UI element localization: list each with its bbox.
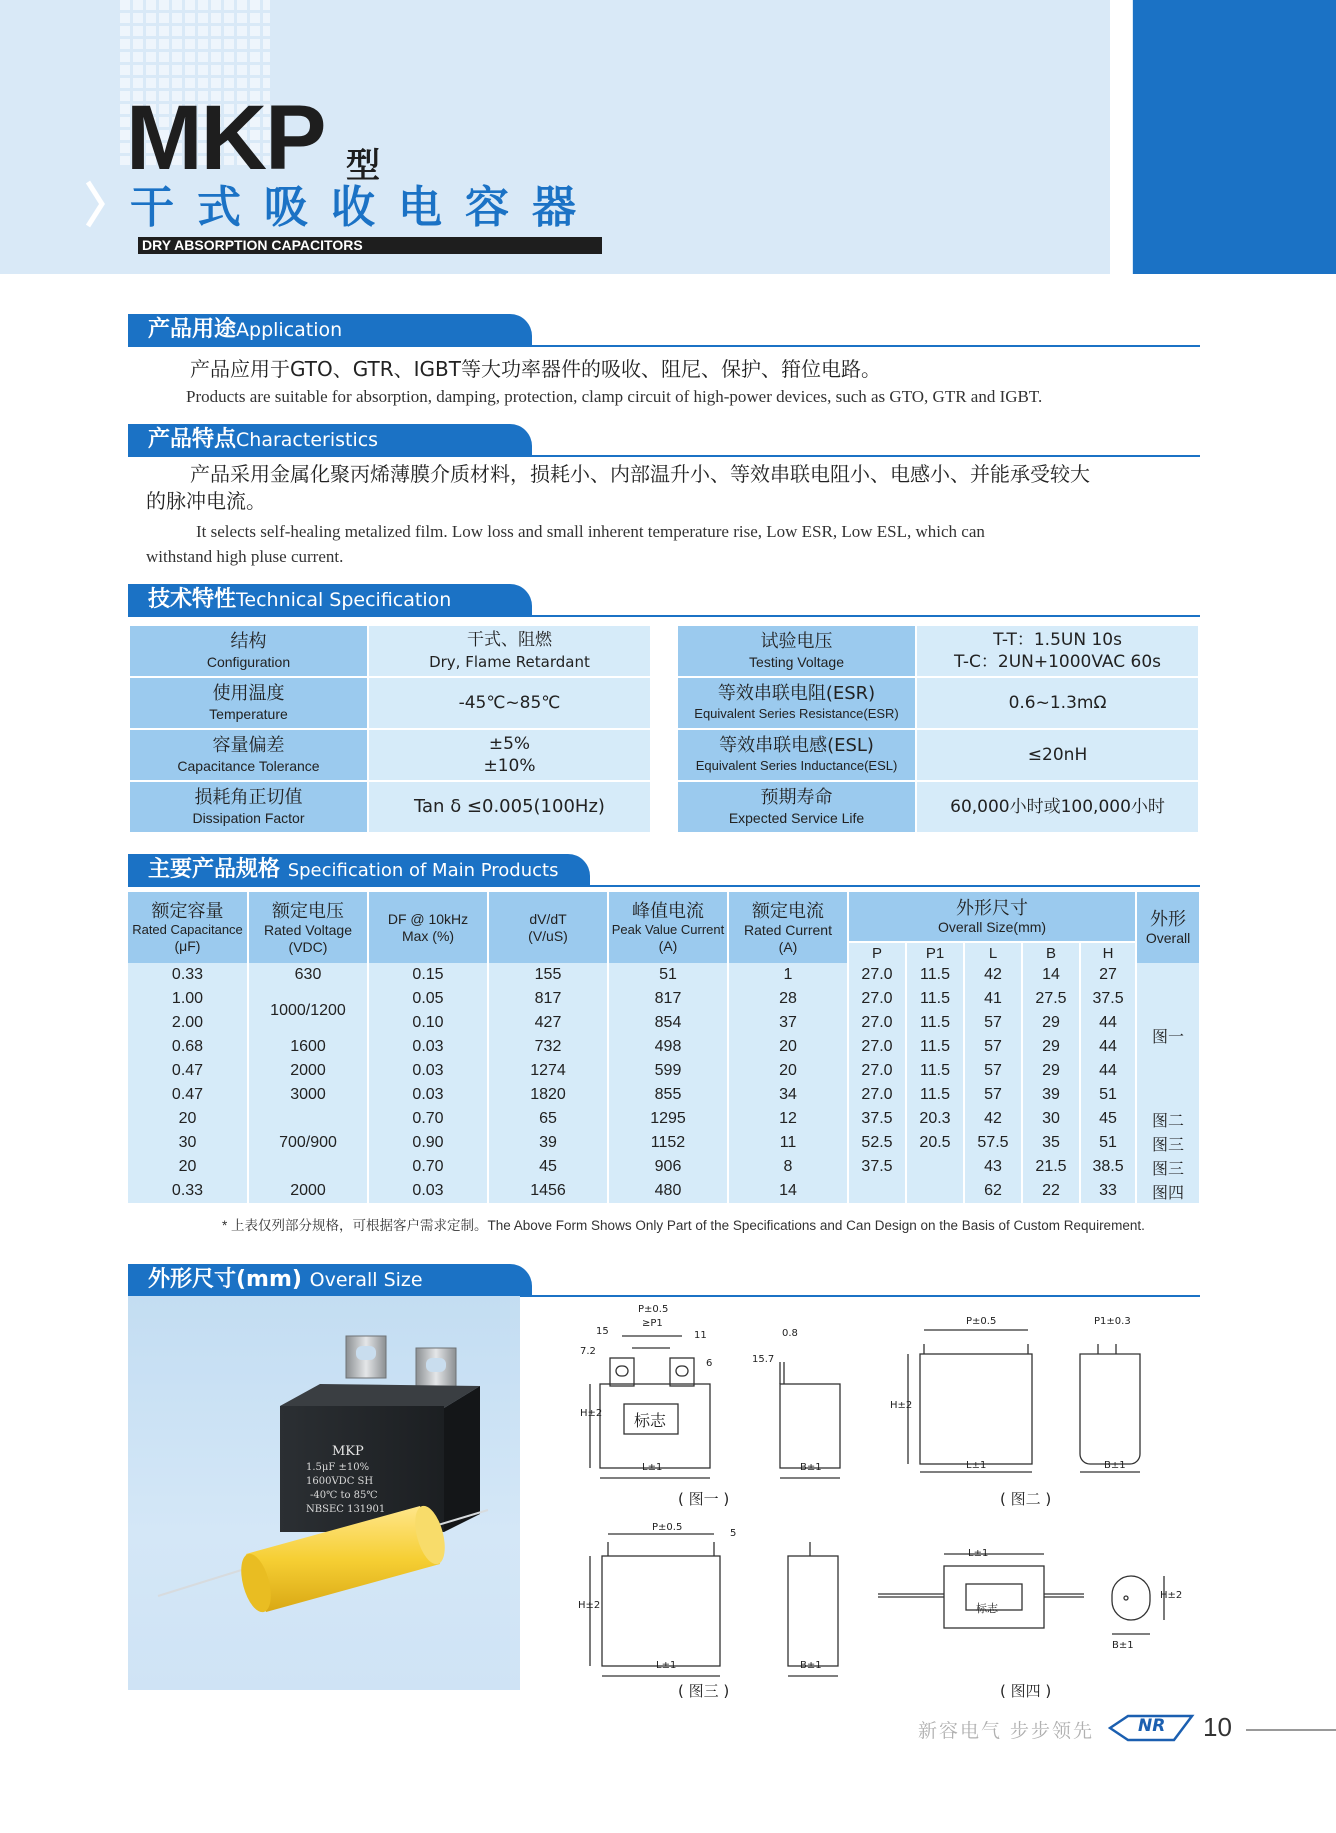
- dim-15: 15: [596, 1326, 609, 1337]
- section-rule: [128, 345, 1200, 347]
- heading-cn: 产品用途: [148, 317, 237, 342]
- cell-size-p1: 11.5: [906, 987, 964, 1011]
- dim-11: 11: [694, 1330, 707, 1341]
- spec-row: [129, 729, 651, 781]
- mark-label-fig4: 标志: [976, 1602, 998, 1615]
- cell-size-b: 35: [1022, 1131, 1080, 1155]
- cell-size-b: 30: [1022, 1107, 1080, 1131]
- cell-df: 0.70: [368, 1107, 488, 1131]
- cell-size-b: 29: [1022, 1059, 1080, 1083]
- table-note: * 上表仅列部分规格，可根据客户需求定制。The Above Form Shows Only Part of the Specifications and Can Design on the Basis of Custom Requirement.: [222, 1218, 1145, 1233]
- cell-peak-current: 1295: [608, 1107, 728, 1131]
- heading-cn: 产品特点: [148, 427, 237, 452]
- spec-row: [677, 677, 1199, 729]
- dim-h: H±2: [580, 1408, 603, 1419]
- table-row: [128, 1035, 1200, 1059]
- cell-size-p: 27.0: [848, 1083, 906, 1107]
- cell-size-h: 51: [1080, 1083, 1136, 1107]
- dim-h-fig3: H±2: [578, 1600, 601, 1611]
- figure-3-caption: ( 图三 ): [678, 1682, 730, 1700]
- cell-size-p: 37.5: [848, 1155, 906, 1179]
- heading-en: Overall Size: [309, 1269, 423, 1291]
- cell-rated-current: 1: [728, 963, 848, 987]
- cell-df: 0.70: [368, 1155, 488, 1179]
- cell-size-h: 44: [1080, 1059, 1136, 1083]
- cell-size-l: 62: [964, 1179, 1022, 1203]
- cell-size-b: 14: [1022, 963, 1080, 987]
- heading-en: Characteristics: [236, 429, 379, 451]
- characteristics-text-en-2: withstand high pluse current.: [146, 547, 344, 566]
- cell-dvdt: 732: [488, 1035, 608, 1059]
- dim-p-fig3: P±0.5: [652, 1522, 683, 1533]
- cell-dvdt: 65: [488, 1107, 608, 1131]
- col-shape: 外形 Overall: [1136, 892, 1200, 963]
- products-table: [128, 892, 1201, 1203]
- cell-rated-current: 12: [728, 1107, 848, 1131]
- spec-value: 0.6~1.3mΩ: [916, 677, 1199, 729]
- spec-value: Tan δ ≤0.005(100Hz): [368, 781, 651, 833]
- cell-rated-current: 8: [728, 1155, 848, 1179]
- col-capacitance: 额定容量 Rated Capacitance (μF): [128, 892, 248, 963]
- cell-size-p1: 11.5: [906, 1035, 964, 1059]
- cell-voltage: 2000: [248, 1179, 368, 1203]
- spec-row: [677, 781, 1199, 833]
- cell-peak-current: 51: [608, 963, 728, 987]
- dim-l: L±1: [642, 1462, 663, 1473]
- col-voltage: 额定电压 Rated Voltage (VDC): [248, 892, 368, 963]
- cell-size-h: 27: [1080, 963, 1136, 987]
- cell-peak-current: 855: [608, 1083, 728, 1107]
- characteristics-text-cn-1: 产品采用金属化聚丙烯薄膜介质材料，损耗小、内部温升小、等效串联电阻小、电感小、并能承受较大: [190, 462, 1090, 486]
- dim-h-fig2: H±2: [890, 1400, 913, 1411]
- product-title-en: DRY ABSORPTION CAPACITORS: [142, 237, 363, 253]
- col-l: L: [964, 942, 1022, 963]
- cell-rated-current: 20: [728, 1059, 848, 1083]
- dim-p1: ≥P1: [642, 1318, 663, 1329]
- figure-1-drawing: [570, 1300, 860, 1480]
- cell-size-p1: [906, 1155, 964, 1179]
- dim-15-7: 15.7: [752, 1354, 775, 1365]
- cell-voltage: 3000: [248, 1083, 368, 1107]
- footer-rule: [1246, 1729, 1336, 1731]
- dim-0-8: 0.8: [782, 1328, 798, 1339]
- heading-en: Technical Specification: [236, 589, 452, 611]
- section-rule: [128, 615, 1200, 617]
- spec-value: T-T：1.5UN 10s T-C：2UN+1000VAC 60s: [916, 625, 1199, 677]
- cell-size-p1: [906, 1179, 964, 1203]
- footer-slogan: 新容电气 步步领先: [918, 1720, 1095, 1742]
- cell-voltage: 2000: [248, 1059, 368, 1083]
- section-heading: [148, 426, 378, 454]
- spec-row: [129, 625, 651, 677]
- page-number: 10: [1203, 1712, 1232, 1742]
- figure-2-drawing: [890, 1310, 1170, 1480]
- cell-dvdt: 817: [488, 987, 608, 1011]
- cell-size-h: 45: [1080, 1107, 1136, 1131]
- cell-capacitance: 1.00: [128, 987, 248, 1011]
- cell-size-h: 44: [1080, 1035, 1136, 1059]
- cell-capacitance: 0.47: [128, 1059, 248, 1083]
- photo-label-line3: -40℃ to 85℃: [310, 1490, 378, 1501]
- cell-capacitance: 30: [128, 1131, 248, 1155]
- dim-6: 6: [706, 1358, 713, 1369]
- spec-label: 预期寿命 Expected Service Life: [677, 781, 916, 833]
- section-heading: [148, 586, 451, 614]
- dim-l-fig3: L±1: [656, 1660, 677, 1671]
- spec-row: [129, 781, 651, 833]
- dim-p: P±0.5: [638, 1304, 669, 1315]
- heading-en: Specification of Main Products: [287, 860, 559, 881]
- cell-voltage: 700/900: [248, 1107, 368, 1179]
- spec-value: 60,000小时或100,000小时: [916, 781, 1199, 833]
- cell-peak-current: 498: [608, 1035, 728, 1059]
- cell-size-b: 39: [1022, 1083, 1080, 1107]
- cell-size-h: 51: [1080, 1131, 1136, 1155]
- cell-size-l: 57: [964, 1035, 1022, 1059]
- heading-cn: 外形尺寸(mm): [148, 1267, 302, 1292]
- cell-capacitance: 2.00: [128, 1011, 248, 1035]
- cell-size-p: 27.0: [848, 1035, 906, 1059]
- heading-en: Application: [236, 319, 343, 341]
- photo-label-line2: 1600VDC SH: [306, 1476, 374, 1487]
- cell-rated-current: 14: [728, 1179, 848, 1203]
- cell-size-h: 37.5: [1080, 987, 1136, 1011]
- cell-shape: 图三: [1136, 1155, 1200, 1179]
- section-heading: [148, 856, 558, 885]
- cell-size-p: 27.0: [848, 987, 906, 1011]
- figure-4-caption: ( 图四 ): [1000, 1682, 1052, 1700]
- table-row: [128, 1179, 1200, 1203]
- table-header-row: [128, 892, 1200, 942]
- cell-size-b: 22: [1022, 1179, 1080, 1203]
- cell-size-p: 52.5: [848, 1131, 906, 1155]
- cell-df: 0.03: [368, 1083, 488, 1107]
- tech-spec-table-right: [676, 624, 1200, 834]
- cell-shape: 图二: [1136, 1107, 1200, 1131]
- cell-size-p: 27.0: [848, 1059, 906, 1083]
- spec-label: 使用温度 Temperature: [129, 677, 368, 729]
- cell-size-l: 43: [964, 1155, 1022, 1179]
- cell-dvdt: 155: [488, 963, 608, 987]
- photo-label-line1: 1.5μF ±10%: [306, 1462, 370, 1473]
- products-table-body: [128, 963, 1200, 1203]
- dim-b-fig3: B±1: [800, 1660, 822, 1671]
- dim-7-2: 7.2: [580, 1346, 596, 1357]
- cell-df: 0.05: [368, 987, 488, 1011]
- cell-df: 0.10: [368, 1011, 488, 1035]
- cell-peak-current: 906: [608, 1155, 728, 1179]
- cell-df: 0.90: [368, 1131, 488, 1155]
- table-row: [128, 987, 1200, 1011]
- cell-capacitance: 20: [128, 1107, 248, 1131]
- spec-label: 等效串联电阻(ESR) Equivalent Series Resistance(ESR): [677, 677, 916, 729]
- cell-size-l: 41: [964, 987, 1022, 1011]
- cell-size-l: 57: [964, 1059, 1022, 1083]
- cell-rated-current: 11: [728, 1131, 848, 1155]
- cell-size-h: 38.5: [1080, 1155, 1136, 1179]
- chevron-right-icon: [84, 178, 106, 230]
- cell-size-l: 57.5: [964, 1131, 1022, 1155]
- application-text-cn: 产品应用于GTO、GTR、IGBT等大功率器件的吸收、阻尼、保护、箝位电路。: [190, 357, 881, 381]
- spec-value: 干式、阻燃 Dry, Flame Retardant: [368, 625, 651, 677]
- cell-dvdt: 1820: [488, 1083, 608, 1107]
- cell-df: 0.15: [368, 963, 488, 987]
- cell-size-p1: 11.5: [906, 963, 964, 987]
- dim-b-fig2: B±1: [1104, 1460, 1126, 1471]
- cell-size-p: 37.5: [848, 1107, 906, 1131]
- cell-size-b: 27.5: [1022, 987, 1080, 1011]
- application-text-en: Products are suitable for absorption, damping, protection, clamp circuit of high-power devices, such as GTO, GTR and IGBT.: [186, 387, 1043, 406]
- section-heading: [148, 316, 342, 344]
- spec-value: -45℃~85℃: [368, 677, 651, 729]
- spec-label: 结构 Configuration: [129, 625, 368, 677]
- figure-2-caption: ( 图二 ): [1000, 1490, 1052, 1508]
- cell-size-h: 44: [1080, 1011, 1136, 1035]
- cell-dvdt: 1456: [488, 1179, 608, 1203]
- dim-l-fig2: L±1: [966, 1460, 987, 1471]
- cell-rated-current: 20: [728, 1035, 848, 1059]
- figure-3-drawing: [570, 1520, 860, 1680]
- product-title-cn: 干式吸收电容器: [130, 182, 599, 233]
- cell-peak-current: 599: [608, 1059, 728, 1083]
- cell-size-p1: 11.5: [906, 1059, 964, 1083]
- spec-label: 容量偏差 Capacitance Tolerance: [129, 729, 368, 781]
- cell-capacitance: 0.33: [128, 1179, 248, 1203]
- col-df: DF @ 10kHz Max (%): [368, 892, 488, 963]
- characteristics-text-cn-2: 的脉冲电流。: [146, 489, 266, 513]
- cell-size-p1: 20.5: [906, 1131, 964, 1155]
- dim-p1t-fig2: P1±0.3: [1094, 1316, 1131, 1327]
- logo-text: NR: [1138, 1716, 1166, 1736]
- dim-5-fig3: 5: [730, 1528, 737, 1539]
- spec-row: [677, 729, 1199, 781]
- cell-voltage: 1600: [248, 1035, 368, 1059]
- col-p1: P1: [906, 942, 964, 963]
- col-overall-size: 外形尺寸 Overall Size(mm): [848, 892, 1136, 942]
- dim-l-fig4: L±1: [968, 1548, 989, 1559]
- tech-spec-table-left: [128, 624, 652, 834]
- cell-shape: 图四: [1136, 1179, 1200, 1203]
- heading-cn: 主要产品规格: [148, 857, 281, 882]
- dim-b-fig4: B±1: [1112, 1640, 1134, 1651]
- cell-shape: 图一: [1136, 963, 1200, 1107]
- col-rated-current: 额定电流 Rated Current (A): [728, 892, 848, 963]
- cell-peak-current: 854: [608, 1011, 728, 1035]
- cell-capacitance: 20: [128, 1155, 248, 1179]
- model-type-suffix: 型: [346, 146, 380, 186]
- cell-size-l: 57: [964, 1083, 1022, 1107]
- section-rule: [128, 885, 1200, 887]
- mark-label: 标志: [634, 1411, 667, 1430]
- spec-row: [129, 677, 651, 729]
- photo-label-line4: NBSEC 131901: [306, 1504, 386, 1515]
- cell-size-p: 27.0: [848, 1011, 906, 1035]
- cell-size-b: 21.5: [1022, 1155, 1080, 1179]
- cell-voltage: 630: [248, 963, 368, 987]
- spec-value: ≤20nH: [916, 729, 1199, 781]
- spec-label: 等效串联电感(ESL) Equivalent Series Inductance(ESL): [677, 729, 916, 781]
- col-p: P: [848, 942, 906, 963]
- cell-size-l: 42: [964, 1107, 1022, 1131]
- cell-rated-current: 34: [728, 1083, 848, 1107]
- cell-dvdt: 1274: [488, 1059, 608, 1083]
- characteristics-text-en-1: It selects self-healing metalized film. Low loss and small inherent temperature rise, Low ESR, Low ESL, which can: [196, 522, 985, 541]
- section-heading: [148, 1266, 423, 1294]
- cell-df: 0.03: [368, 1179, 488, 1203]
- dim-h-fig4: H±2: [1160, 1590, 1183, 1601]
- spec-value: ±5% ±10%: [368, 729, 651, 781]
- cell-peak-current: 817: [608, 987, 728, 1011]
- cell-size-b: 29: [1022, 1035, 1080, 1059]
- cell-peak-current: 1152: [608, 1131, 728, 1155]
- cell-df: 0.03: [368, 1035, 488, 1059]
- cell-size-b: 29: [1022, 1011, 1080, 1035]
- table-row: [128, 1083, 1200, 1107]
- cell-size-h: 33: [1080, 1179, 1136, 1203]
- cell-size-p1: 11.5: [906, 1011, 964, 1035]
- col-b: B: [1022, 942, 1080, 963]
- cell-dvdt: 45: [488, 1155, 608, 1179]
- cell-capacitance: 0.33: [128, 963, 248, 987]
- cell-size-p1: 20.3: [906, 1107, 964, 1131]
- header-white-stripe: [1110, 0, 1132, 274]
- cell-dvdt: 39: [488, 1131, 608, 1155]
- spec-label: 损耗角正切值 Dissipation Factor: [129, 781, 368, 833]
- spec-label: 试验电压 Testing Voltage: [677, 625, 916, 677]
- section-rule: [128, 455, 1200, 457]
- col-dvdt: dV/dT (V/uS): [488, 892, 608, 963]
- cell-size-p1: 11.5: [906, 1083, 964, 1107]
- spec-row: [677, 625, 1199, 677]
- cell-size-l: 57: [964, 1011, 1022, 1035]
- dim-p-fig2: P±0.5: [966, 1316, 997, 1327]
- product-photo: [128, 1296, 520, 1690]
- cell-peak-current: 480: [608, 1179, 728, 1203]
- col-peak-current: 峰值电流 Peak Value Current (A): [608, 892, 728, 963]
- figure-1-caption: ( 图一 ): [678, 1490, 730, 1508]
- cell-rated-current: 37: [728, 1011, 848, 1035]
- dim-b: B±1: [800, 1462, 822, 1473]
- cell-rated-current: 28: [728, 987, 848, 1011]
- cell-size-p: 27.0: [848, 963, 906, 987]
- cell-capacitance: 0.47: [128, 1083, 248, 1107]
- table-row: [128, 963, 1200, 987]
- table-row: [128, 1107, 1200, 1131]
- photo-label-brand: MKP: [332, 1444, 364, 1459]
- cell-shape: 图三: [1136, 1131, 1200, 1155]
- cell-voltage: 1000/1200: [248, 987, 368, 1035]
- cell-capacitance: 0.68: [128, 1035, 248, 1059]
- col-h: H: [1080, 942, 1136, 963]
- cell-size-l: 42: [964, 963, 1022, 987]
- table-row: [128, 1059, 1200, 1083]
- cell-dvdt: 427: [488, 1011, 608, 1035]
- model-title: MKP: [126, 87, 325, 189]
- cell-size-p: [848, 1179, 906, 1203]
- heading-cn: 技术特性: [148, 587, 237, 612]
- header-blue-block: [1133, 0, 1336, 274]
- cell-df: 0.03: [368, 1059, 488, 1083]
